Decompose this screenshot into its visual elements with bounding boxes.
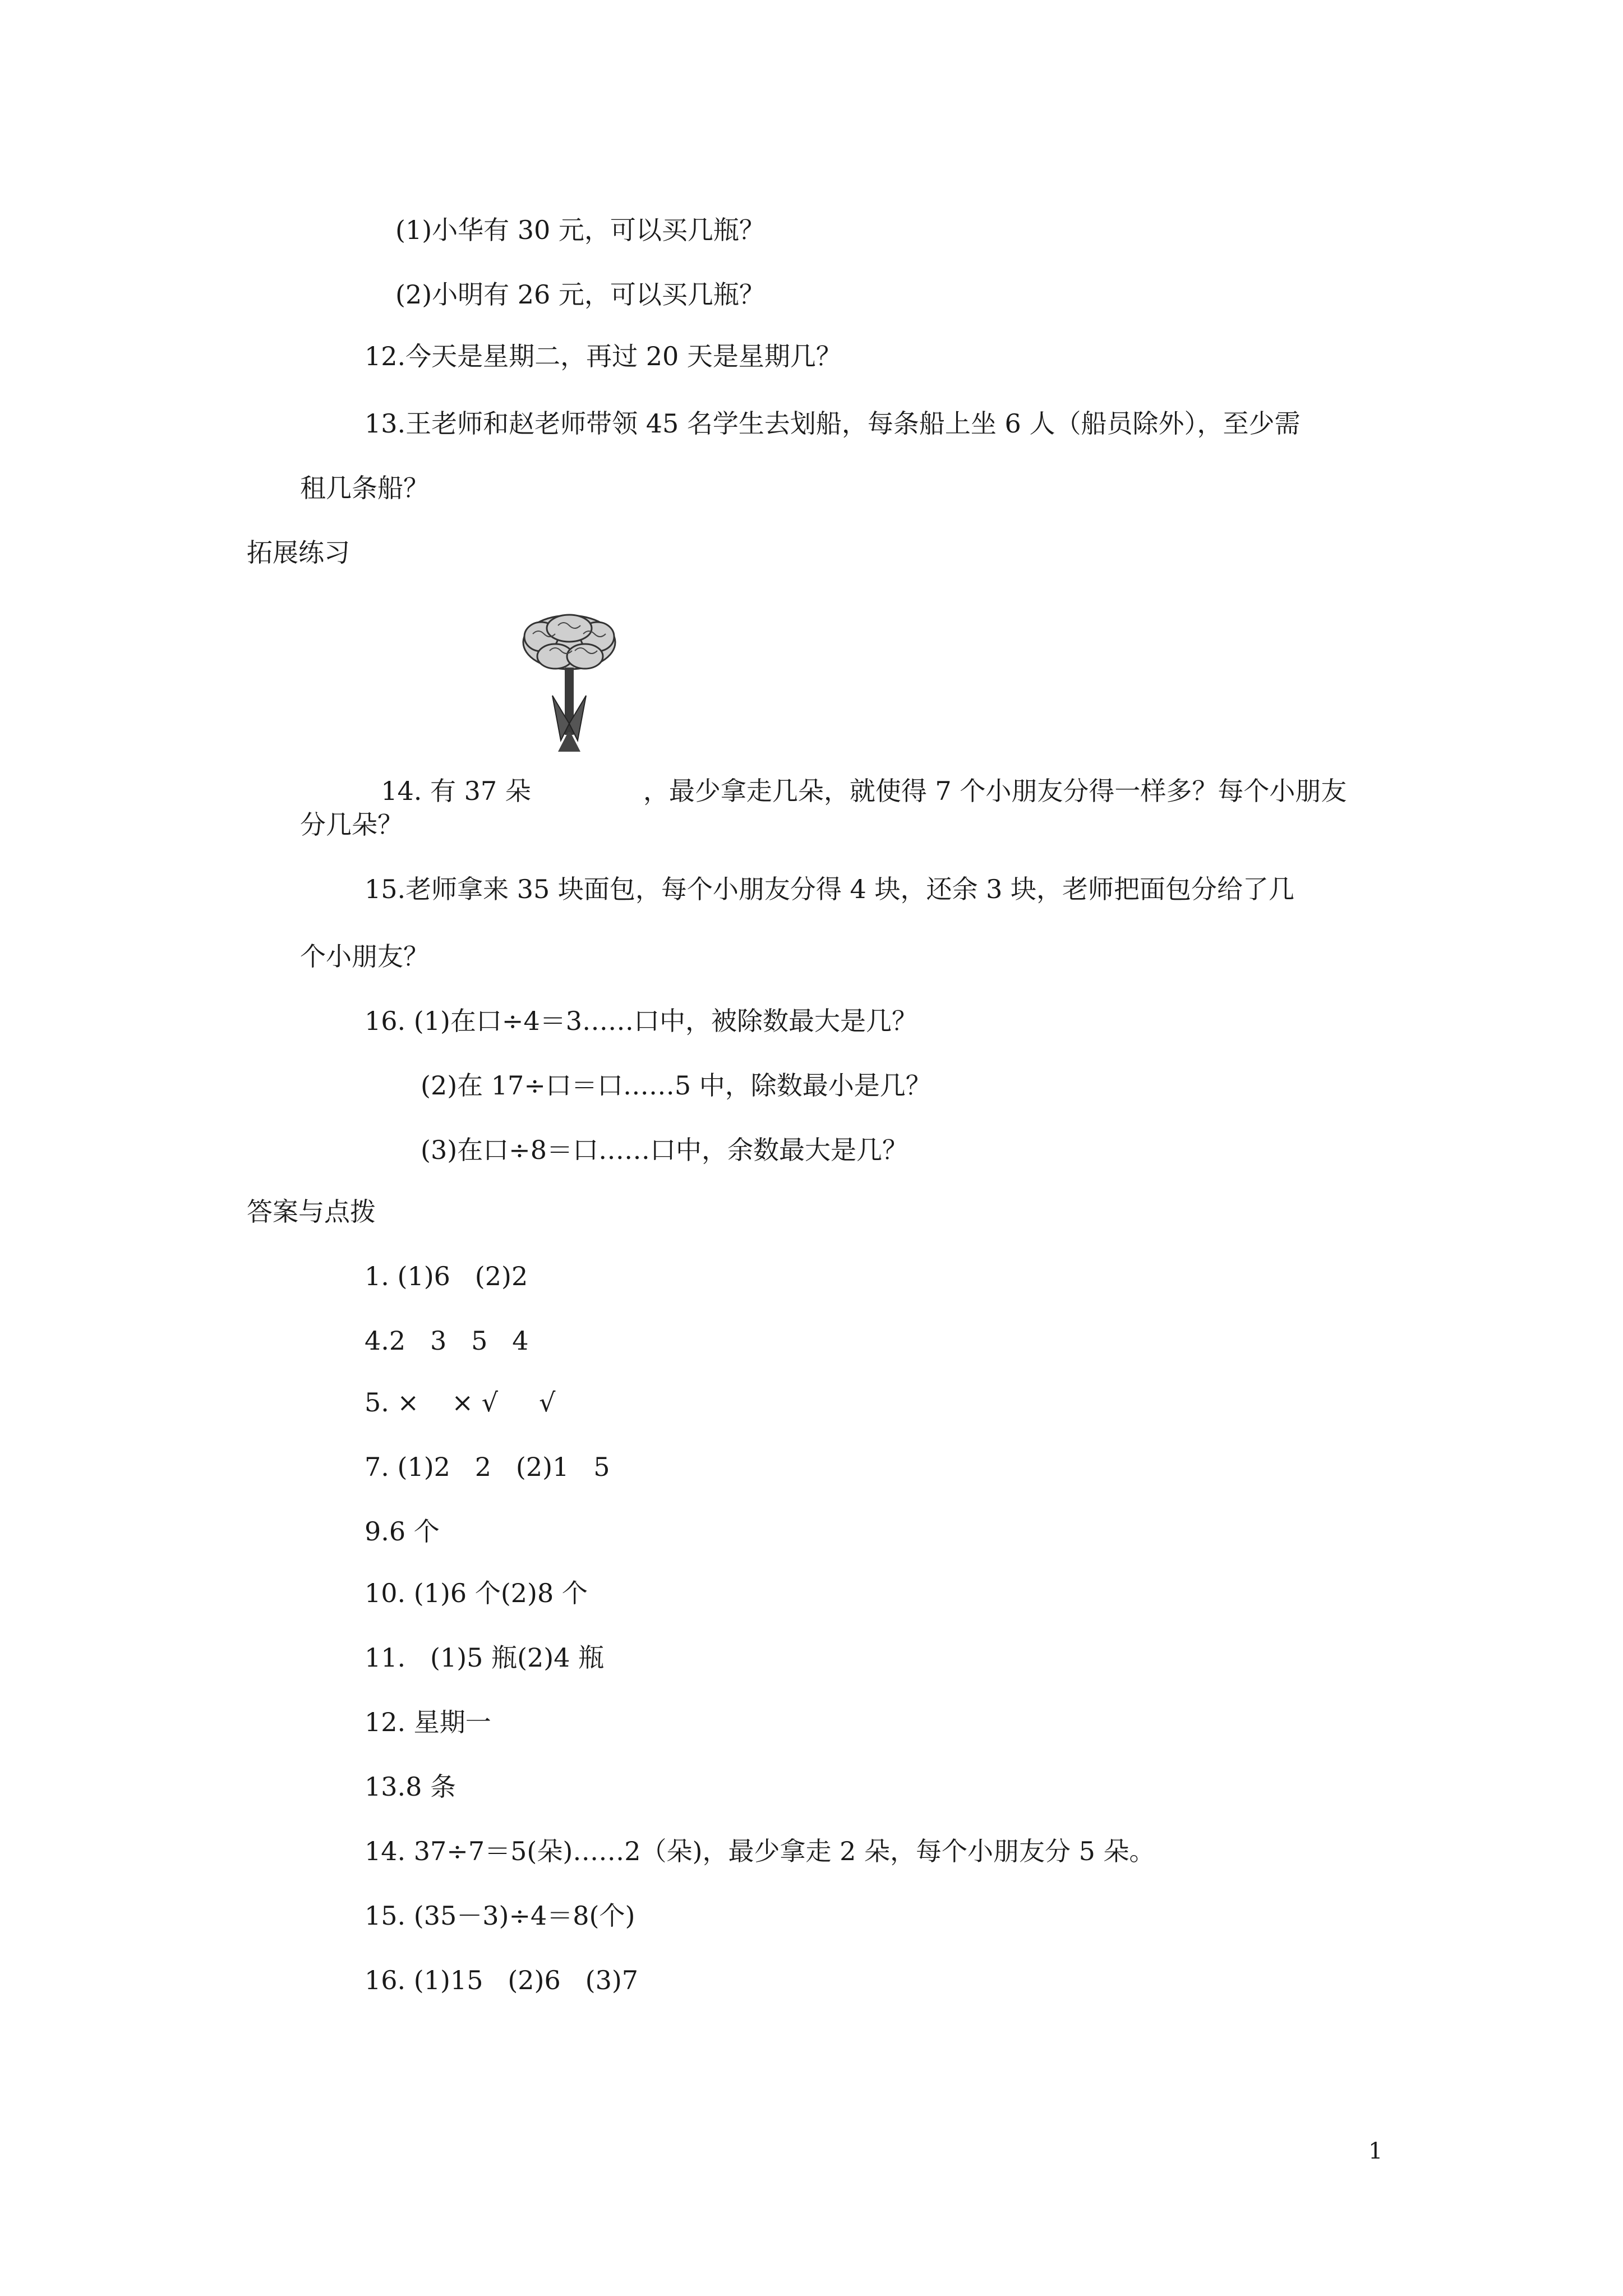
question-15-line-1: 15.老师拿来 35 块面包，每个小朋友分得 4 块，还余 3 块，老师把面包分给了几 [365,874,1294,904]
answer-15: 15. (35－3)÷4＝8(个) [365,1901,635,1931]
answer-14: 14. 37÷7＝5(朵)……2（朵)，最少拿走 2 朵，每个小朋友分 5 朵。 [365,1836,1155,1866]
question-11-part-2: (2)小明有 26 元，可以买几瓶？ [395,279,765,310]
answer-7: 7. (1)2 2 (2)1 5 [365,1452,610,1482]
question-14-suffix: ，最少拿走几朵，就使得 7 个小朋友分得一样多？每个小朋友 [643,776,1347,806]
question-12: 12.今天是星期二，再过 20 天是星期几？ [365,341,842,371]
question-14-prefix: 14. 有 37 朵 [381,776,531,806]
question-15-line-2: 个小朋友？ [300,941,429,972]
question-16-part-2: (2)在 17÷口＝口……5 中，除数最小是几？ [421,1070,932,1101]
answer-13: 13.8 条 [365,1772,457,1802]
section-heading-extension: 拓展练习 [247,537,350,568]
question-16-part-3: (3)在口÷8＝口……口中，余数最大是几？ [421,1135,908,1165]
question-13-line-1: 13.王老师和赵老师带领 45 名学生去划船，每条船上坐 6 人（船员除外），至少需 [365,408,1301,439]
answer-10: 10. (1)6 个(2)8 个 [365,1578,588,1608]
answer-9: 9.6 个 [365,1516,440,1547]
question-11-part-1: (1)小华有 30 元，可以买几瓶？ [395,215,765,245]
page-number: 1 [1368,2138,1383,2164]
answer-1: 1. (1)6 (2)2 [365,1261,528,1291]
answer-12: 12. 星期一 [365,1707,491,1737]
answer-11: 11. (1)5 瓶(2)4 瓶 [365,1642,605,1673]
question-13-line-2: 租几条船？ [300,473,429,503]
question-14-line-1 [365,740,1347,808]
section-heading-answers: 答案与点拨 [247,1197,376,1227]
question-16-part-1: 16. (1)在口÷4＝3……口中，被除数最大是几？ [365,1006,918,1036]
answer-5: 5. × × √ √ [365,1387,556,1418]
answer-4: 4.2 3 5 4 [365,1326,529,1356]
question-14-line-2: 分几朵？ [300,809,403,840]
answer-16: 16. (1)15 (2)6 (3)7 [365,1965,639,1995]
